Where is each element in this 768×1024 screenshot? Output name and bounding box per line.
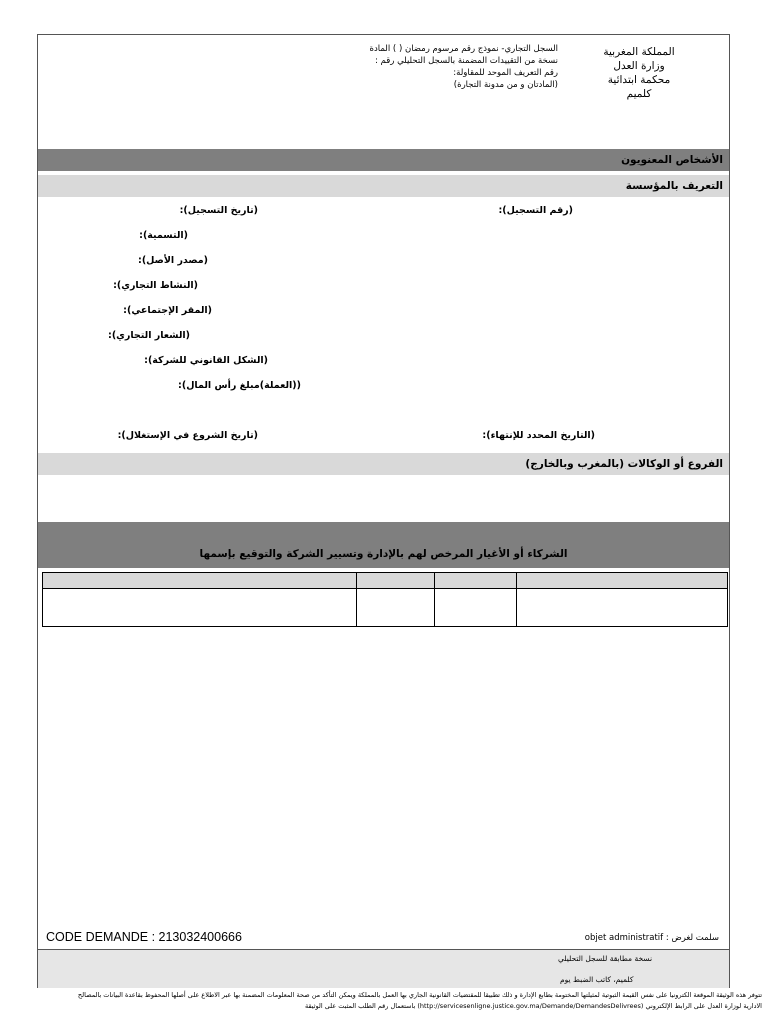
section-partners	[38, 522, 729, 568]
table-header-cell	[357, 573, 435, 589]
disclaimer-line-1: تتوفر هذه الوثيقة الموقعة الكترونيا على نفس القيمة الثبوتية لمثيلتها المختومة بطابع الإدارة و ذلك تطبيقا للمقتضيات القانونية الجاري بها العمل بالمملكة ويمكن التأكد من صحة المعلومات المضمنة بها عبر الاطلاع على أصلها المحفوظ بقاعدة البيانات بالمصالح	[77, 991, 762, 999]
section-branches	[38, 453, 729, 475]
register-line-4: (المادتان و من مدونة التجارة)	[453, 80, 558, 90]
section-partners-title: الشركاء أو الأغيار المرخص لهم بالإدارة وتسيير الشركة والتوقيع بإسمها	[199, 548, 568, 560]
section-company-identification-title: التعريف بالمؤسسة	[625, 180, 723, 192]
objet-purpose: سلمت لغرض : objet administratif	[584, 933, 719, 943]
field-name: (التسمية):	[139, 230, 188, 241]
register-line-2: نسخة من التقييدات المضمنة بالسجل التحليلي رقم :	[375, 56, 558, 66]
field-start-date: (تاريخ الشروع في الإستغلال):	[117, 430, 258, 441]
section-branches-title: الفروع أو الوكالات (بالمغرب وبالخارج)	[525, 458, 723, 470]
table-cell	[43, 589, 357, 627]
document-page	[37, 34, 730, 988]
field-capital: ((العملة)مبلغ رأس المال):	[178, 380, 301, 391]
clerk-note: كلميم، كاتب الضبط يوم	[560, 975, 634, 984]
table-cell	[435, 589, 517, 627]
code-demande: CODE DEMANDE : 213032400666	[46, 930, 242, 944]
issuer-line-ministry: وزارة العدل	[613, 60, 665, 72]
field-activity: (النشاط التجاري):	[113, 280, 198, 291]
issuer-line-court: محكمة ابتدائية	[607, 74, 671, 86]
field-headquarters: (المقر الإجتماعي):	[123, 305, 212, 316]
disclaimer-line-2: الادارية لوزارة العدل على الرابط الإلكتروني (http://servicesenligne.justice.gov.ma/Demande/DemandesDelivrees) باستعمال رقم الطلب المثبت على الوثيقة	[304, 1002, 762, 1010]
field-trade-sign: (الشعار التجاري):	[108, 330, 190, 341]
table-header-cell	[517, 573, 728, 589]
table-header-cell	[435, 573, 517, 589]
copy-note: نسخة مطابقة للسجل التحليلي	[558, 954, 653, 963]
legal-disclaimer	[6, 990, 762, 1012]
field-origin: (مصدر الأصل):	[138, 255, 208, 266]
issuer-block	[579, 45, 699, 101]
table-row	[43, 589, 728, 627]
table-cell	[357, 589, 435, 627]
issuer-line-city: كلميم	[626, 88, 652, 100]
section-company-identification	[38, 175, 729, 197]
register-line-1: السجل التجاري- نموذج رقم مرسوم رمضان ( ) المادة	[369, 44, 558, 54]
table-header-row	[43, 573, 728, 589]
section-legal-persons	[38, 149, 729, 171]
partners-table	[42, 572, 728, 627]
table-header-cell	[43, 573, 357, 589]
issuer-line-kingdom: المملكة المغربية	[603, 46, 675, 58]
field-registration-date: (تاريخ التسجيل):	[179, 205, 258, 216]
field-legal-form: (الشكل القانوني للشركة):	[144, 355, 268, 366]
field-end-date: (التاريخ المحدد للإنتهاء):	[482, 430, 595, 441]
register-info-block	[238, 43, 558, 91]
table-cell	[517, 589, 728, 627]
section-legal-persons-title: الأشخاص المعنويون	[621, 154, 723, 166]
register-line-3: رقم التعريف الموحد للمقاولة:	[453, 68, 558, 78]
field-registration-number: (رقم التسجيل):	[498, 205, 573, 216]
